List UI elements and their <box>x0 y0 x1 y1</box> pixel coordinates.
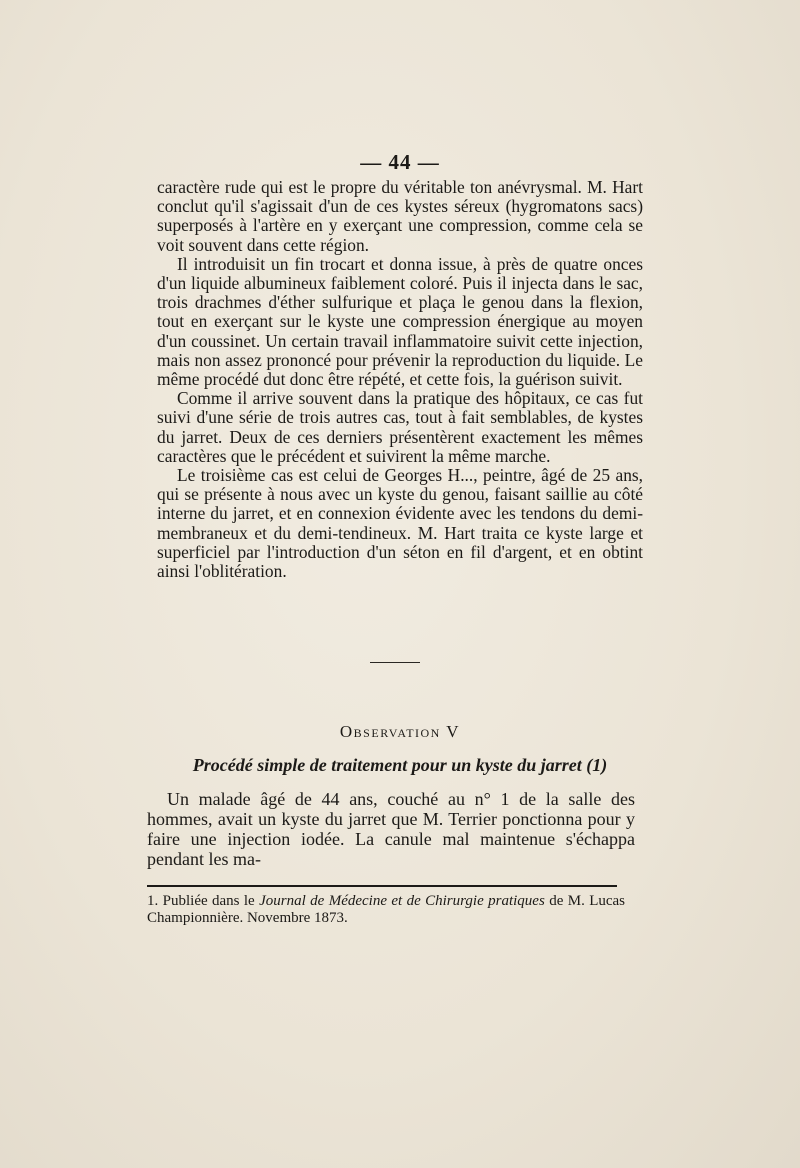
footnote-journal: Journal de Médecine et de Chirurgie pratiques <box>259 893 545 909</box>
footnote-text-after: de M. Lucas Championnière. Novembre 1873. <box>147 893 626 926</box>
observation-subtitle: Procédé simple de traitement pour un kyste du jarret (1) <box>192 755 608 775</box>
paragraph-3: Comme il arrive souvent dans la pratique des hôpitaux, ce cas fut suivi d'une série de trois autres cas, tout à fait semblables, de kystes du jarret. Deux de ces derniers présentèrent exactement les mêmes caractères que le précédent et suivirent la même marche. <box>157 388 643 466</box>
footnote-rule <box>147 885 617 887</box>
paragraph-4: Le troisième cas est celui de Georges H..., peintre, âgé de 25 ans, qui se présente à nous avec un kyste du genou, faisant saillie au côté interne du jarret, et en connexion évidente avec les tendons du demi-membraneux et du demi-tendineux. M. Hart traita ce kyste large et superficiel par l'introduction d'un séton en fil d'argent, et en obtint ainsi l'oblitération. <box>157 465 643 582</box>
observation-heading: Observation V <box>339 722 461 741</box>
paragraph-2: Il introduisit un fin trocart et donna issue, à près de quatre onces d'un liquide albumineux faiblement coloré. Puis il injecta dans le sac, trois drachmes d'éther sulfurique et plaça le genou dans la flexion, tout en exerçant sur le kyste une compression énergique au moyen d'un coussinet. Un certain travail inflammatoire suivit cette injection, mais non assez prononcé pour prévenir la reproduction du liquide. Le même procédé dut donc être répété, et cette fois, la guérison suivit. <box>157 253 643 390</box>
paragraph-1: caractère rude qui est le propre du véritable ton anévrysmal. M. Hart conclut qu'il s'agissait d'un de ces kystes séreux (hygromatons sacs) superposés à l'artère en y exerçant une compression, comme cela se voit souvent dans cette région. <box>157 177 643 255</box>
main-text <box>157 178 643 581</box>
page-number: — 44 — <box>360 150 440 174</box>
footnote <box>147 893 625 927</box>
footnote-marker: 1. <box>147 893 159 909</box>
footnote-text-before: Publiée dans le <box>162 893 255 909</box>
observation-body: Un malade âgé de 44 ans, couché au n° 1 de la salle des hommes, avait un kyste du jarret que M. Terrier ponctionna pour y faire une injection iodée. La canule mal maintenue s'échappa pendant les ma- <box>147 789 635 869</box>
section-divider <box>370 662 420 663</box>
